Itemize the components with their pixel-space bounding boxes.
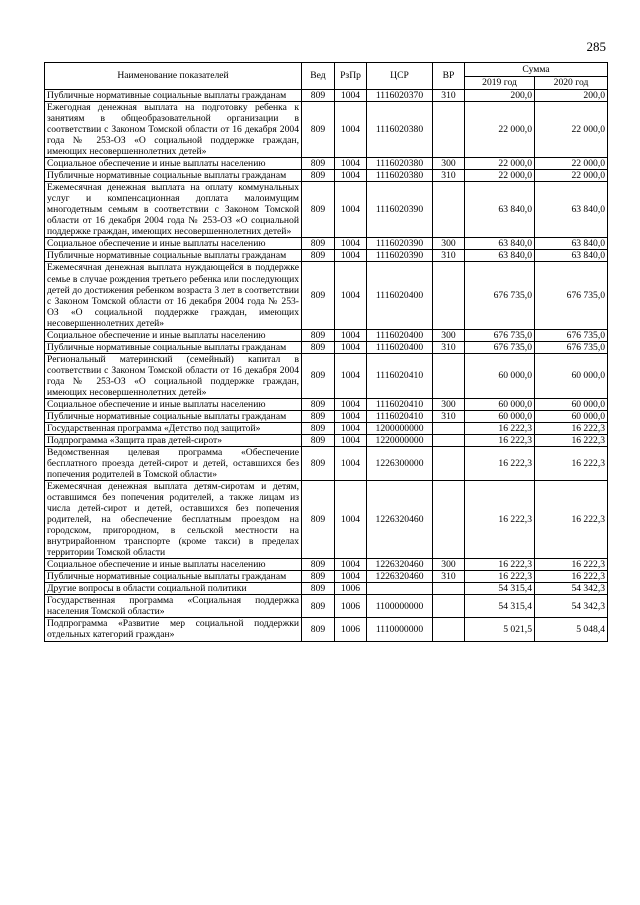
cell-rzpr: 1004 [335,170,367,182]
cell-sum-2020: 676 735,0 [535,341,608,353]
table-row [45,102,608,158]
cell-ved: 809 [302,618,335,641]
table-row [45,250,608,262]
cell-sum-2019: 63 840,0 [465,238,535,250]
cell-sum-2019: 16 222,3 [465,422,535,434]
cell-sum-2019: 63 840,0 [465,182,535,238]
cell-name: Социальное обеспечение и иные выплаты населению [45,158,302,170]
cell-sum-2019: 5 021,5 [465,618,535,641]
cell-ved: 809 [302,583,335,595]
cell-rzpr: 1004 [335,341,367,353]
cell-ved: 809 [302,90,335,102]
cell-csr: 1116020370 [367,90,433,102]
cell-rzpr: 1004 [335,250,367,262]
table-row [45,353,608,398]
cell-sum-2020: 22 000,0 [535,102,608,158]
cell-sum-2019: 16 222,3 [465,481,535,559]
table-row [45,182,608,238]
cell-sum-2020: 16 222,3 [535,571,608,583]
cell-vr: 300 [433,329,465,341]
cell-ved: 809 [302,422,335,434]
cell-rzpr: 1004 [335,446,367,480]
cell-sum-2019: 22 000,0 [465,102,535,158]
cell-ved: 809 [302,102,335,158]
table-row [45,422,608,434]
cell-rzpr: 1004 [335,410,367,422]
header-vr: ВР [433,63,465,90]
cell-rzpr: 1004 [335,481,367,559]
table-body [45,90,608,642]
cell-sum-2019: 16 222,3 [465,559,535,571]
cell-rzpr: 1004 [335,262,367,329]
cell-name: Региональный материнский (семейный) капитал в соответствии с Законом Томской области от 16 декабря 2004 года № 253-ОЗ «О социальной поддержке граждан, имеющих несовершеннолетних детей» [45,353,302,398]
table-row [45,571,608,583]
table-row [45,341,608,353]
cell-sum-2019: 676 735,0 [465,329,535,341]
cell-csr: 1116020410 [367,410,433,422]
cell-rzpr: 1006 [335,595,367,618]
cell-name: Публичные нормативные социальные выплаты гражданам [45,341,302,353]
header-year-2019: 2019 год [465,76,535,90]
cell-vr: 310 [433,250,465,262]
cell-vr: 310 [433,90,465,102]
cell-sum-2020: 63 840,0 [535,182,608,238]
cell-rzpr: 1004 [335,571,367,583]
cell-csr [367,583,433,595]
cell-name: Социальное обеспечение и иные выплаты населению [45,559,302,571]
cell-sum-2019: 200,0 [465,90,535,102]
cell-vr [433,434,465,446]
cell-csr: 1220000000 [367,434,433,446]
cell-rzpr: 1004 [335,158,367,170]
cell-csr: 1116020380 [367,102,433,158]
cell-sum-2019: 16 222,3 [465,434,535,446]
cell-rzpr: 1004 [335,398,367,410]
table-row [45,434,608,446]
cell-sum-2019: 22 000,0 [465,158,535,170]
cell-sum-2020: 16 222,3 [535,446,608,480]
cell-sum-2019: 22 000,0 [465,170,535,182]
table-row [45,90,608,102]
cell-name: Социальное обеспечение и иные выплаты населению [45,329,302,341]
cell-ved: 809 [302,182,335,238]
cell-sum-2020: 5 048,4 [535,618,608,641]
cell-name: Публичные нормативные социальные выплаты гражданам [45,170,302,182]
cell-vr [433,102,465,158]
cell-name: Государственная программа «Детство под защитой» [45,422,302,434]
cell-vr [433,583,465,595]
cell-rzpr: 1004 [335,182,367,238]
cell-sum-2019: 16 222,3 [465,571,535,583]
cell-vr: 310 [433,341,465,353]
cell-ved: 809 [302,250,335,262]
cell-vr: 300 [433,238,465,250]
cell-rzpr: 1004 [335,353,367,398]
cell-vr [433,422,465,434]
cell-rzpr: 1004 [335,329,367,341]
cell-name: Другие вопросы в области социальной политики [45,583,302,595]
cell-sum-2019: 60 000,0 [465,353,535,398]
cell-sum-2019: 676 735,0 [465,341,535,353]
cell-csr: 1226320460 [367,571,433,583]
cell-vr [433,182,465,238]
cell-ved: 809 [302,398,335,410]
cell-sum-2020: 54 342,3 [535,583,608,595]
cell-sum-2020: 22 000,0 [535,170,608,182]
table-row [45,170,608,182]
cell-sum-2019: 60 000,0 [465,398,535,410]
page-number: 285 [586,39,606,54]
cell-ved: 809 [302,410,335,422]
cell-vr [433,262,465,329]
header-name: Наименование показателей [45,63,302,90]
cell-csr: 1116020400 [367,341,433,353]
table-row [45,618,608,641]
cell-vr [433,618,465,641]
cell-sum-2020: 60 000,0 [535,398,608,410]
cell-rzpr: 1006 [335,583,367,595]
cell-ved: 809 [302,170,335,182]
cell-csr: 1200000000 [367,422,433,434]
cell-sum-2019: 60 000,0 [465,410,535,422]
header-year-2020: 2020 год [535,76,608,90]
cell-name: Ежемесячная денежная выплата нуждающейся в поддержке семье в случае рождения третьего ребенка или последующих детей до достижения ребенком возраста 3 лет в соответствии с Законом Томской области от 16 декабря 2004 года № 253-ОЗ «О социальной поддержке граждан, имеющих несовершеннолетних детей» [45,262,302,329]
cell-csr: 1116020390 [367,250,433,262]
cell-vr: 310 [433,410,465,422]
table-row [45,446,608,480]
cell-ved: 809 [302,559,335,571]
cell-rzpr: 1004 [335,559,367,571]
cell-rzpr: 1006 [335,618,367,641]
cell-ved: 809 [302,158,335,170]
cell-vr: 300 [433,398,465,410]
cell-vr [433,353,465,398]
table-row [45,329,608,341]
cell-ved: 809 [302,262,335,329]
cell-sum-2020: 16 222,3 [535,481,608,559]
cell-name: Публичные нормативные социальные выплаты гражданам [45,250,302,262]
cell-sum-2020: 676 735,0 [535,329,608,341]
cell-sum-2020: 54 342,3 [535,595,608,618]
cell-csr: 1116020380 [367,170,433,182]
cell-ved: 809 [302,434,335,446]
table-row [45,262,608,329]
table-header [45,63,608,90]
cell-vr: 300 [433,559,465,571]
cell-vr: 310 [433,170,465,182]
table-row [45,398,608,410]
cell-ved: 809 [302,595,335,618]
cell-csr: 1116020400 [367,262,433,329]
cell-csr: 1116020380 [367,158,433,170]
cell-ved: 809 [302,341,335,353]
cell-csr: 1226320460 [367,481,433,559]
cell-name: Подпрограмма «Защита прав детей-сирот» [45,434,302,446]
cell-sum-2020: 200,0 [535,90,608,102]
budget-table [44,62,608,642]
cell-sum-2019: 63 840,0 [465,250,535,262]
cell-ved: 809 [302,446,335,480]
cell-csr: 1116020400 [367,329,433,341]
cell-sum-2019: 676 735,0 [465,262,535,329]
cell-name: Публичные нормативные социальные выплаты гражданам [45,571,302,583]
table-row [45,559,608,571]
cell-sum-2020: 676 735,0 [535,262,608,329]
cell-sum-2019: 16 222,3 [465,446,535,480]
cell-rzpr: 1004 [335,422,367,434]
cell-sum-2020: 63 840,0 [535,238,608,250]
cell-csr: 1110000000 [367,618,433,641]
cell-csr: 1116020390 [367,238,433,250]
header-csr: ЦСР [367,63,433,90]
cell-name: Социальное обеспечение и иные выплаты населению [45,398,302,410]
cell-ved: 809 [302,481,335,559]
cell-vr [433,481,465,559]
cell-sum-2020: 60 000,0 [535,353,608,398]
cell-sum-2019: 54 315,4 [465,595,535,618]
cell-ved: 809 [302,571,335,583]
cell-vr: 310 [433,571,465,583]
cell-csr: 1116020390 [367,182,433,238]
cell-sum-2020: 16 222,3 [535,434,608,446]
cell-vr: 300 [433,158,465,170]
table-row [45,158,608,170]
header-rzpr: РзПр [335,63,367,90]
table-row [45,481,608,559]
cell-sum-2020: 60 000,0 [535,410,608,422]
cell-name: Ежемесячная денежная выплата на оплату коммунальных услуг и компенсационная доплата малоимущим многодетным семьям в соответствии с Законом Томской области от 16 декабря 2004 года № 253-ОЗ «О социальной поддержке граждан, имеющих несовершеннолетних детей» [45,182,302,238]
cell-sum-2020: 63 840,0 [535,250,608,262]
cell-vr [433,595,465,618]
cell-csr: 1116020410 [367,353,433,398]
cell-name: Публичные нормативные социальные выплаты гражданам [45,90,302,102]
cell-rzpr: 1004 [335,238,367,250]
cell-sum-2020: 16 222,3 [535,422,608,434]
cell-ved: 809 [302,238,335,250]
cell-name: Государственная программа «Социальная поддержка населения Томской области» [45,595,302,618]
header-sum: Сумма [465,63,608,77]
cell-rzpr: 1004 [335,434,367,446]
cell-name: Ежегодная денежная выплата на подготовку ребенка к занятиям в общеобразовательной организации в соответствии с Законом Томской области от 16 декабря 2004 года № 253-ОЗ «О социальной поддержке граждан, имеющих несовершеннолетних детей» [45,102,302,158]
table-row [45,238,608,250]
cell-ved: 809 [302,353,335,398]
cell-sum-2019: 54 315,4 [465,583,535,595]
cell-rzpr: 1004 [335,102,367,158]
table-row [45,595,608,618]
cell-name: Ежемесячная денежная выплата детям-сиротам и детям, оставшимся без попечения родителей, а также лицам из числа детей-сирот и детей, оставшихся без попечения родителей, на обеспечение бесплатным проездом на городском, пригородном, в сельской местности на внутрирайонном транспорте (кроме такси) в пределах территории Томской области [45,481,302,559]
cell-name: Подпрограмма «Развитие мер социальной поддержки отдельных категорий граждан» [45,618,302,641]
cell-csr: 1226300000 [367,446,433,480]
table-row [45,410,608,422]
cell-ved: 809 [302,329,335,341]
cell-csr: 1100000000 [367,595,433,618]
cell-rzpr: 1004 [335,90,367,102]
table-row [45,583,608,595]
cell-sum-2020: 22 000,0 [535,158,608,170]
cell-vr [433,446,465,480]
cell-csr: 1116020410 [367,398,433,410]
cell-csr: 1226320460 [367,559,433,571]
cell-name: Социальное обеспечение и иные выплаты населению [45,238,302,250]
cell-name: Ведомственная целевая программа «Обеспечение бесплатного проезда детей-сирот и детей, оставшихся без попечения родителей в Томской области» [45,446,302,480]
cell-sum-2020: 16 222,3 [535,559,608,571]
cell-name: Публичные нормативные социальные выплаты гражданам [45,410,302,422]
header-ved: Вед [302,63,335,90]
